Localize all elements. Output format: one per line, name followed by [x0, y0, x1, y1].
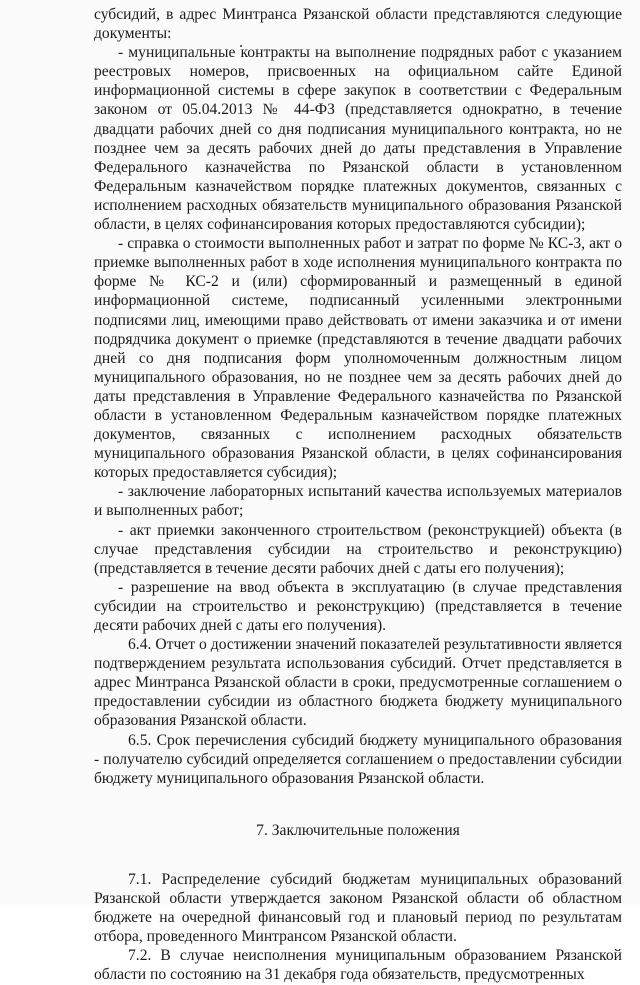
paragraph-6-4: 6.4. Отчет о достижении значений показателей результативности является подтверждением результата использования субсидий. Отчет представляется в адрес Минтранса Рязанской области в сроки, предусмотренные соглашением о предоставлении субсидии из областного бюджета бюджету муниципального образования Рязанской области.	[94, 636, 622, 730]
list-item-commissioning-permit: - разрешение на ввод объекта в эксплуатацию (в случае представления субсидии на строительство и реконструкцию) (представляется в течение десяти рабочих дней с даты его получения).	[94, 578, 622, 634]
document-body	[94, 5, 622, 985]
section-heading: 7. Заключительные положения	[256, 821, 460, 839]
list-item-lab-tests: - заключение лабораторных испытаний качества используемых материалов и выполненных работ;	[94, 483, 622, 520]
list-item-contracts: - муниципальные контракты на выполнение подрядных работ с указанием реестровых номеров, присвоенных на официальном сайте Единой информационной системы в сфере закупок в соответствии с Федеральным законом от 05.04.2013 № 44-ФЗ (представляется однократно, в течение двадцати рабочих дней со дня подписания муниципального контракта, но не позднее чем за десять рабочих дней до даты представления в Управление Федерального казначейства по Рязанской области в установленном Федеральным казначейством порядке платежных документов, связанных с исполнением расходных обязательств муниципального образования Рязанской области, в целях софинансирования которых предоставляются субсидии);	[94, 44, 622, 234]
paragraph-7-2: 7.2. В случае неисполнения муниципальным образованием Рязанской области по состоянию на 31 декабря года обязательств, предусмотренных	[94, 947, 622, 984]
paragraph-7-1: 7.1. Распределение субсидий бюджетам муниципальных образований Рязанской области утверждается законом Рязанской области об областном бюджете на очередной финансовый год и плановый период по результатам отбора, проведенного Минтрансом Рязанской области.	[94, 870, 622, 946]
opening-paragraph: субсидий, в адрес Минтранса Рязанской области представляются следующие документы:	[94, 6, 622, 43]
paragraph-6-5: 6.5. Срок перечисления субсидий бюджету муниципального образования - получателю субсидий определяется соглашением о предоставлении субсидии бюджету муниципального образования Рязанской области.	[94, 731, 622, 787]
list-item-ks3-reference: - справка о стоимости выполненных работ и затрат по форме № КС-3, акт о приемке выполненных работ в ходе исполнения муниципального контракта по форме № КС-2 и (или) сформированный и размещенный в единой информационной системе, подписанный усиленными электронными подписями лиц, имеющими право действовать от имени заказчика и от имени подрядчика документ о приемке (представляются в течение двадцати рабочих дней со дня подписания форм уполномоченным должностным лицом муниципального образования, но не позднее чем за десять рабочих дней до даты представления в Управление Федерального казначейства по Рязанской области в установленном Федеральным казначейством порядке платежных документов, связанных с исполнением расходных обязательств муниципального образования Рязанской области, в целях софинансирования которых предоставляется субсидия);	[94, 235, 622, 482]
list-item-acceptance-act: - акт приемки законченного строительством (реконструкцией) объекта (в случае представления субсидии на строительство и реконструкцию) (представляется в течение десяти рабочих дней с даты его получения);	[94, 521, 622, 577]
